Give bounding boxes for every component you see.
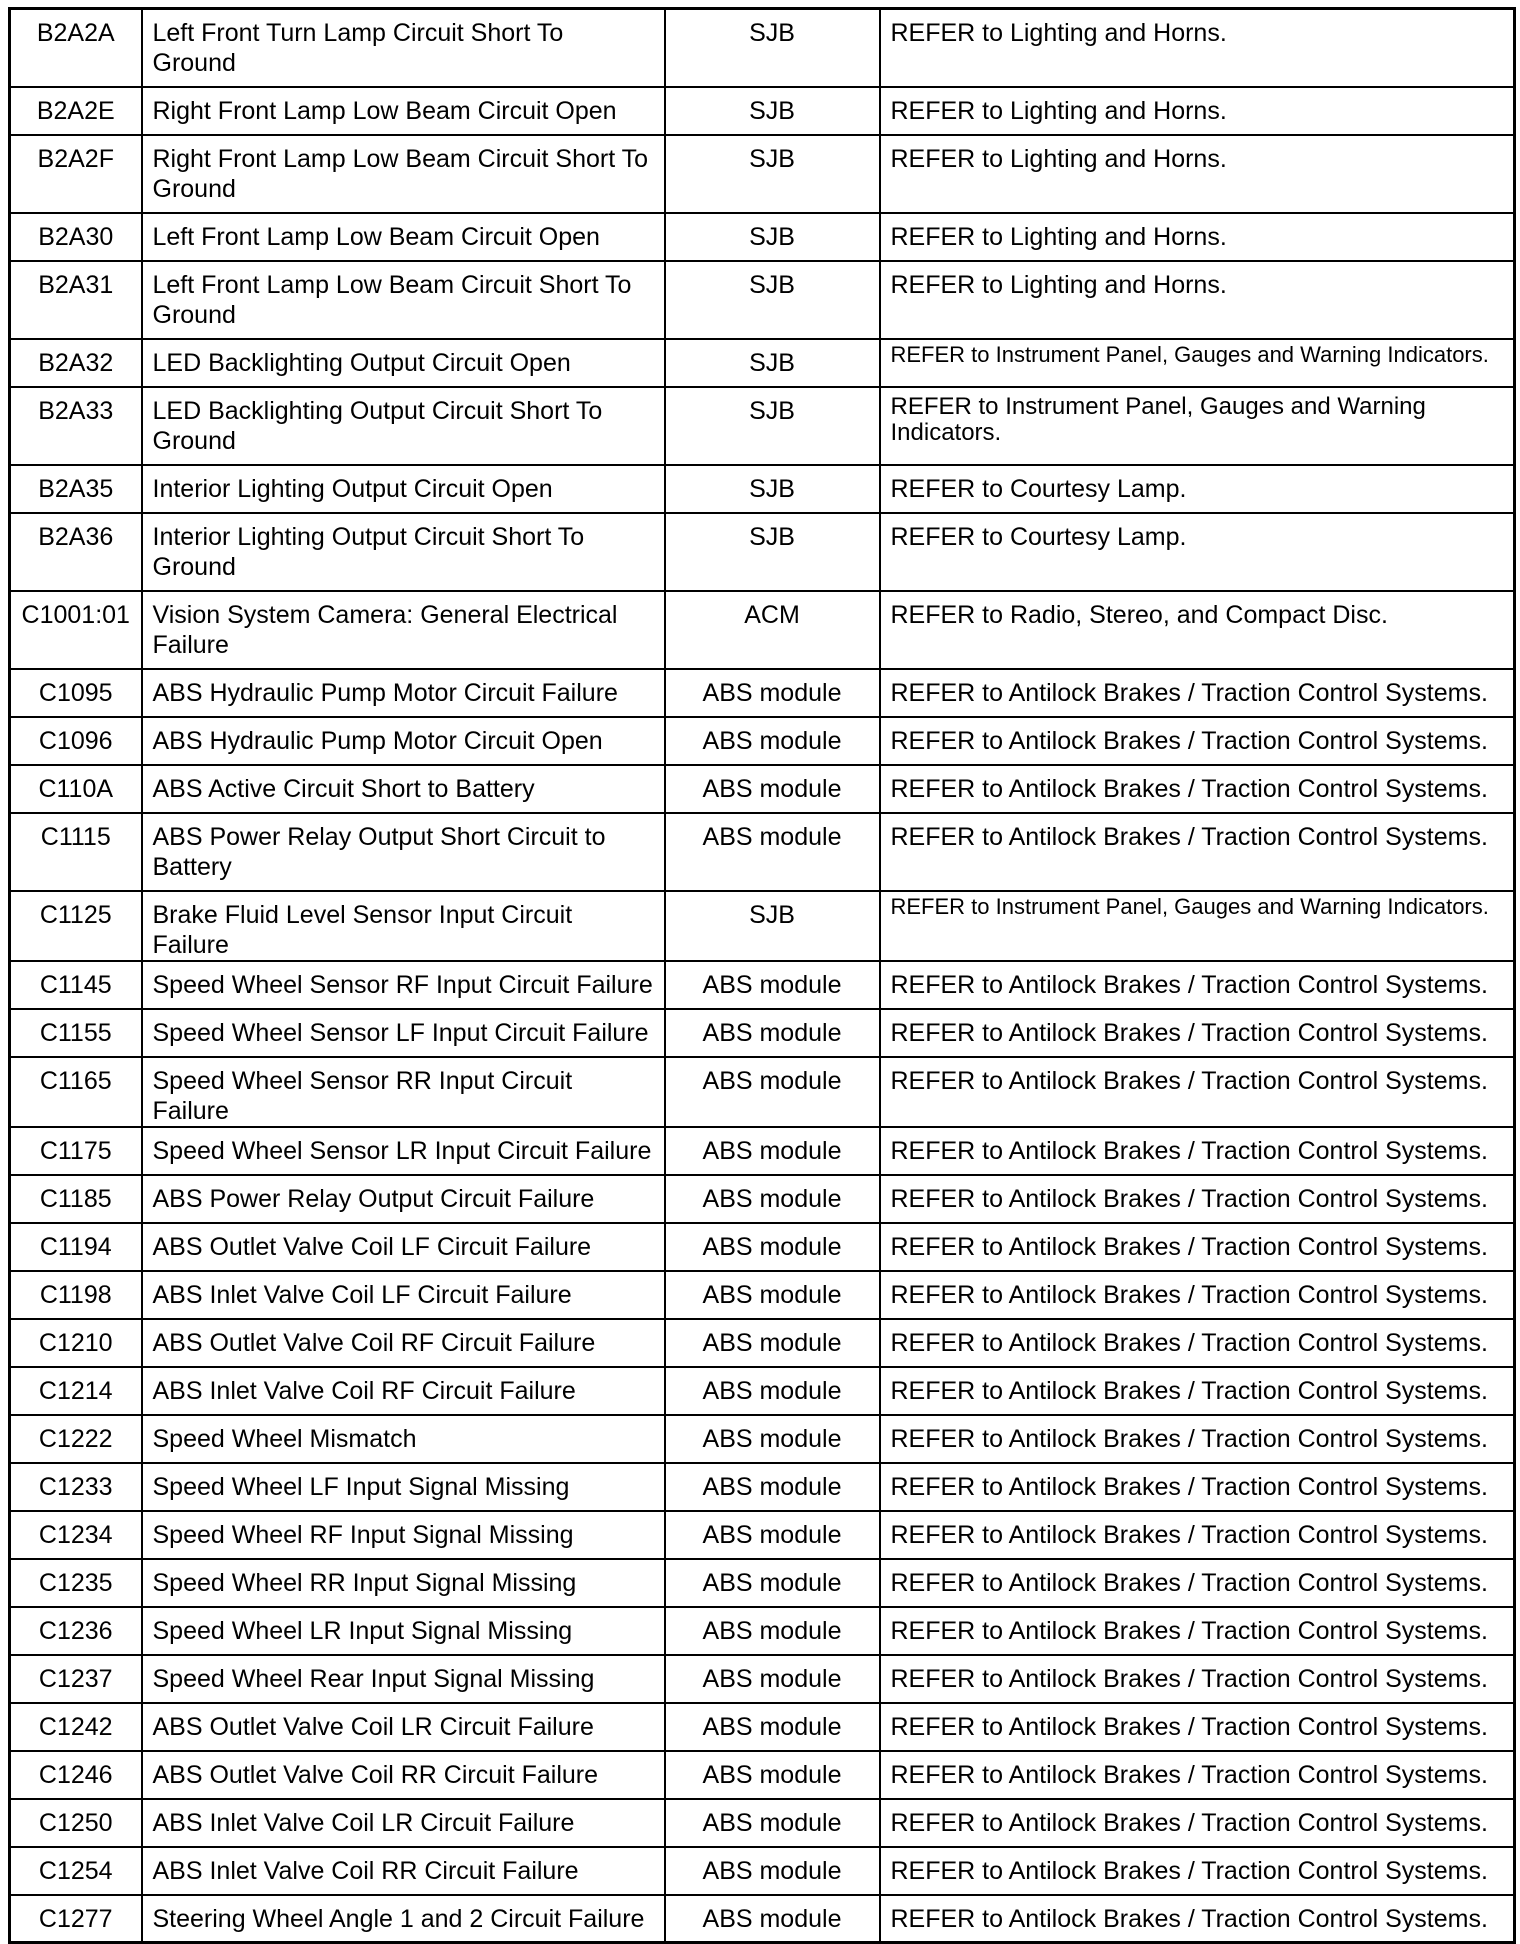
table-row <box>10 891 1515 961</box>
action-cell: REFER to Lighting and Horns. <box>880 213 1515 261</box>
dtc-code-cell: C1125 <box>10 891 142 961</box>
dtc-code-cell: C1242 <box>10 1703 142 1751</box>
module-cell: ABS module <box>665 1057 880 1127</box>
module-cell: ABS module <box>665 1463 880 1511</box>
description-cell: ABS Outlet Valve Coil LF Circuit Failure <box>142 1223 665 1271</box>
action-cell: REFER to Antilock Brakes / Traction Control Systems. <box>880 1751 1515 1799</box>
dtc-code-cell: C1096 <box>10 717 142 765</box>
description-cell: ABS Outlet Valve Coil LR Circuit Failure <box>142 1703 665 1751</box>
module-cell: SJB <box>665 261 880 339</box>
module-cell: ABS module <box>665 1319 880 1367</box>
dtc-code-cell: B2A33 <box>10 387 142 465</box>
action-cell: REFER to Lighting and Horns. <box>880 9 1515 87</box>
dtc-code-cell: B2A31 <box>10 261 142 339</box>
table-row <box>10 1223 1515 1271</box>
module-cell: ABS module <box>665 961 880 1009</box>
description-cell: Speed Wheel Sensor LF Input Circuit Failure <box>142 1009 665 1057</box>
dtc-code-cell: B2A30 <box>10 213 142 261</box>
description-cell: ABS Outlet Valve Coil RR Circuit Failure <box>142 1751 665 1799</box>
dtc-code-cell: C1001:01 <box>10 591 142 669</box>
module-cell: SJB <box>665 465 880 513</box>
dtc-code-cell: C1198 <box>10 1271 142 1319</box>
description-cell: ABS Inlet Valve Coil LR Circuit Failure <box>142 1799 665 1847</box>
module-cell: ABS module <box>665 1271 880 1319</box>
action-cell: REFER to Antilock Brakes / Traction Control Systems. <box>880 717 1515 765</box>
module-cell: ABS module <box>665 813 880 891</box>
module-cell: ABS module <box>665 1751 880 1799</box>
table-row <box>10 1319 1515 1367</box>
description-cell: Right Front Lamp Low Beam Circuit Open <box>142 87 665 135</box>
table-row <box>10 9 1515 87</box>
action-cell: REFER to Antilock Brakes / Traction Control Systems. <box>880 1607 1515 1655</box>
action-cell: REFER to Antilock Brakes / Traction Control Systems. <box>880 1799 1515 1847</box>
table-row <box>10 339 1515 387</box>
table-row <box>10 1057 1515 1127</box>
description-cell: Speed Wheel Sensor RF Input Circuit Failure <box>142 961 665 1009</box>
module-cell: ABS module <box>665 1367 880 1415</box>
action-cell: REFER to Antilock Brakes / Traction Control Systems. <box>880 1009 1515 1057</box>
description-cell: Speed Wheel Mismatch <box>142 1415 665 1463</box>
table-row <box>10 1175 1515 1223</box>
dtc-code-cell: C1236 <box>10 1607 142 1655</box>
module-cell: ABS module <box>665 1895 880 1943</box>
dtc-code-cell: C1145 <box>10 961 142 1009</box>
description-cell: Speed Wheel Sensor LR Input Circuit Failure <box>142 1127 665 1175</box>
action-cell: REFER to Antilock Brakes / Traction Control Systems. <box>880 1703 1515 1751</box>
dtc-table <box>8 7 1516 1944</box>
module-cell: ABS module <box>665 1009 880 1057</box>
table-row <box>10 1703 1515 1751</box>
description-cell: Speed Wheel RR Input Signal Missing <box>142 1559 665 1607</box>
action-cell: REFER to Courtesy Lamp. <box>880 513 1515 591</box>
module-cell: ABS module <box>665 1511 880 1559</box>
action-cell: REFER to Antilock Brakes / Traction Control Systems. <box>880 1175 1515 1223</box>
dtc-code-cell: C1185 <box>10 1175 142 1223</box>
table-row <box>10 961 1515 1009</box>
table-row <box>10 1799 1515 1847</box>
action-cell: REFER to Antilock Brakes / Traction Control Systems. <box>880 1655 1515 1703</box>
action-cell: REFER to Antilock Brakes / Traction Control Systems. <box>880 765 1515 813</box>
action-cell: REFER to Antilock Brakes / Traction Control Systems. <box>880 1057 1515 1127</box>
table-row <box>10 261 1515 339</box>
dtc-code-cell: C1194 <box>10 1223 142 1271</box>
module-cell: ABS module <box>665 1127 880 1175</box>
dtc-code-cell: C1222 <box>10 1415 142 1463</box>
dtc-code-cell: C1095 <box>10 669 142 717</box>
description-cell: Vision System Camera: General Electrical Failure <box>142 591 665 669</box>
description-cell: Left Front Lamp Low Beam Circuit Open <box>142 213 665 261</box>
dtc-code-cell: B2A2E <box>10 87 142 135</box>
module-cell: ABS module <box>665 1559 880 1607</box>
table-row <box>10 765 1515 813</box>
description-cell: Left Front Turn Lamp Circuit Short To Ground <box>142 9 665 87</box>
table-row <box>10 1271 1515 1319</box>
module-cell: SJB <box>665 9 880 87</box>
description-cell: ABS Inlet Valve Coil RR Circuit Failure <box>142 1847 665 1895</box>
description-cell: Right Front Lamp Low Beam Circuit Short To Ground <box>142 135 665 213</box>
module-cell: ABS module <box>665 717 880 765</box>
description-cell: Speed Wheel LR Input Signal Missing <box>142 1607 665 1655</box>
table-row <box>10 1751 1515 1799</box>
dtc-code-cell: C1155 <box>10 1009 142 1057</box>
action-cell: REFER to Lighting and Horns. <box>880 87 1515 135</box>
dtc-code-cell: B2A2A <box>10 9 142 87</box>
module-cell: SJB <box>665 513 880 591</box>
description-cell: LED Backlighting Output Circuit Short To Ground <box>142 387 665 465</box>
description-cell: ABS Hydraulic Pump Motor Circuit Failure <box>142 669 665 717</box>
description-cell: Interior Lighting Output Circuit Open <box>142 465 665 513</box>
action-cell: REFER to Antilock Brakes / Traction Control Systems. <box>880 961 1515 1009</box>
action-cell: REFER to Antilock Brakes / Traction Control Systems. <box>880 1127 1515 1175</box>
table-row <box>10 135 1515 213</box>
table-row <box>10 1009 1515 1057</box>
description-cell: ABS Power Relay Output Short Circuit to Battery <box>142 813 665 891</box>
module-cell: ABS module <box>665 1223 880 1271</box>
table-row <box>10 1127 1515 1175</box>
dtc-code-cell: C1235 <box>10 1559 142 1607</box>
module-cell: SJB <box>665 213 880 261</box>
description-cell: ABS Power Relay Output Circuit Failure <box>142 1175 665 1223</box>
module-cell: ABS module <box>665 1415 880 1463</box>
dtc-code-cell: B2A32 <box>10 339 142 387</box>
dtc-code-cell: C1165 <box>10 1057 142 1127</box>
table-row <box>10 717 1515 765</box>
description-cell: Speed Wheel RF Input Signal Missing <box>142 1511 665 1559</box>
action-cell: REFER to Lighting and Horns. <box>880 261 1515 339</box>
description-cell: ABS Inlet Valve Coil LF Circuit Failure <box>142 1271 665 1319</box>
table-row <box>10 1655 1515 1703</box>
module-cell: SJB <box>665 339 880 387</box>
description-cell: Speed Wheel LF Input Signal Missing <box>142 1463 665 1511</box>
dtc-code-cell: C1214 <box>10 1367 142 1415</box>
action-cell: REFER to Antilock Brakes / Traction Control Systems. <box>880 1271 1515 1319</box>
table-row <box>10 213 1515 261</box>
table-row <box>10 465 1515 513</box>
table-row <box>10 87 1515 135</box>
dtc-code-cell: C1234 <box>10 1511 142 1559</box>
table-row <box>10 1607 1515 1655</box>
table-row <box>10 669 1515 717</box>
dtc-code-cell: C1237 <box>10 1655 142 1703</box>
action-cell: REFER to Antilock Brakes / Traction Control Systems. <box>880 1511 1515 1559</box>
action-cell: REFER to Instrument Panel, Gauges and Warning Indicators. <box>880 891 1515 961</box>
action-cell: REFER to Antilock Brakes / Traction Control Systems. <box>880 1415 1515 1463</box>
action-cell: REFER to Instrument Panel, Gauges and Warning Indicators. <box>880 339 1515 387</box>
action-cell: REFER to Antilock Brakes / Traction Control Systems. <box>880 1223 1515 1271</box>
table-row <box>10 1847 1515 1895</box>
action-cell: REFER to Antilock Brakes / Traction Control Systems. <box>880 1463 1515 1511</box>
action-cell: REFER to Courtesy Lamp. <box>880 465 1515 513</box>
dtc-code-cell: C1246 <box>10 1751 142 1799</box>
description-cell: ABS Active Circuit Short to Battery <box>142 765 665 813</box>
dtc-code-cell: B2A2F <box>10 135 142 213</box>
module-cell: ABS module <box>665 1655 880 1703</box>
action-cell: REFER to Antilock Brakes / Traction Control Systems. <box>880 1319 1515 1367</box>
action-cell: REFER to Antilock Brakes / Traction Control Systems. <box>880 669 1515 717</box>
dtc-code-cell: B2A36 <box>10 513 142 591</box>
dtc-code-cell: C110A <box>10 765 142 813</box>
action-cell: REFER to Antilock Brakes / Traction Control Systems. <box>880 1559 1515 1607</box>
table-row <box>10 1559 1515 1607</box>
description-cell: Steering Wheel Angle 1 and 2 Circuit Failure <box>142 1895 665 1943</box>
module-cell: SJB <box>665 387 880 465</box>
table-row <box>10 1463 1515 1511</box>
action-cell: REFER to Lighting and Horns. <box>880 135 1515 213</box>
module-cell: SJB <box>665 87 880 135</box>
description-cell: Left Front Lamp Low Beam Circuit Short To Ground <box>142 261 665 339</box>
table-row <box>10 1511 1515 1559</box>
table-row <box>10 387 1515 465</box>
action-cell: REFER to Radio, Stereo, and Compact Disc. <box>880 591 1515 669</box>
module-cell: SJB <box>665 891 880 961</box>
dtc-code-cell: C1250 <box>10 1799 142 1847</box>
table-row <box>10 1367 1515 1415</box>
dtc-code-cell: B2A35 <box>10 465 142 513</box>
module-cell: ABS module <box>665 1847 880 1895</box>
description-cell: LED Backlighting Output Circuit Open <box>142 339 665 387</box>
module-cell: ABS module <box>665 669 880 717</box>
module-cell: ABS module <box>665 1703 880 1751</box>
dtc-code-cell: C1210 <box>10 1319 142 1367</box>
table-row <box>10 513 1515 591</box>
table-row <box>10 813 1515 891</box>
description-cell: Interior Lighting Output Circuit Short To Ground <box>142 513 665 591</box>
action-cell: REFER to Antilock Brakes / Traction Control Systems. <box>880 1847 1515 1895</box>
module-cell: ABS module <box>665 765 880 813</box>
dtc-code-cell: C1175 <box>10 1127 142 1175</box>
dtc-code-cell: C1233 <box>10 1463 142 1511</box>
table-row <box>10 1895 1515 1943</box>
dtc-code-cell: C1254 <box>10 1847 142 1895</box>
table-row <box>10 1415 1515 1463</box>
module-cell: ABS module <box>665 1607 880 1655</box>
module-cell: ABS module <box>665 1799 880 1847</box>
description-cell: ABS Hydraulic Pump Motor Circuit Open <box>142 717 665 765</box>
action-cell: REFER to Antilock Brakes / Traction Control Systems. <box>880 1895 1515 1943</box>
description-cell: Brake Fluid Level Sensor Input Circuit Failure <box>142 891 665 961</box>
action-cell: REFER to Instrument Panel, Gauges and Warning Indicators. <box>880 387 1515 465</box>
module-cell: ABS module <box>665 1175 880 1223</box>
dtc-code-cell: C1277 <box>10 1895 142 1943</box>
dtc-code-cell: C1115 <box>10 813 142 891</box>
module-cell: SJB <box>665 135 880 213</box>
action-cell: REFER to Antilock Brakes / Traction Control Systems. <box>880 1367 1515 1415</box>
description-cell: ABS Outlet Valve Coil RF Circuit Failure <box>142 1319 665 1367</box>
table-row <box>10 591 1515 669</box>
action-cell: REFER to Antilock Brakes / Traction Control Systems. <box>880 813 1515 891</box>
description-cell: Speed Wheel Sensor RR Input Circuit Failure <box>142 1057 665 1127</box>
description-cell: ABS Inlet Valve Coil RF Circuit Failure <box>142 1367 665 1415</box>
description-cell: Speed Wheel Rear Input Signal Missing <box>142 1655 665 1703</box>
module-cell: ACM <box>665 591 880 669</box>
